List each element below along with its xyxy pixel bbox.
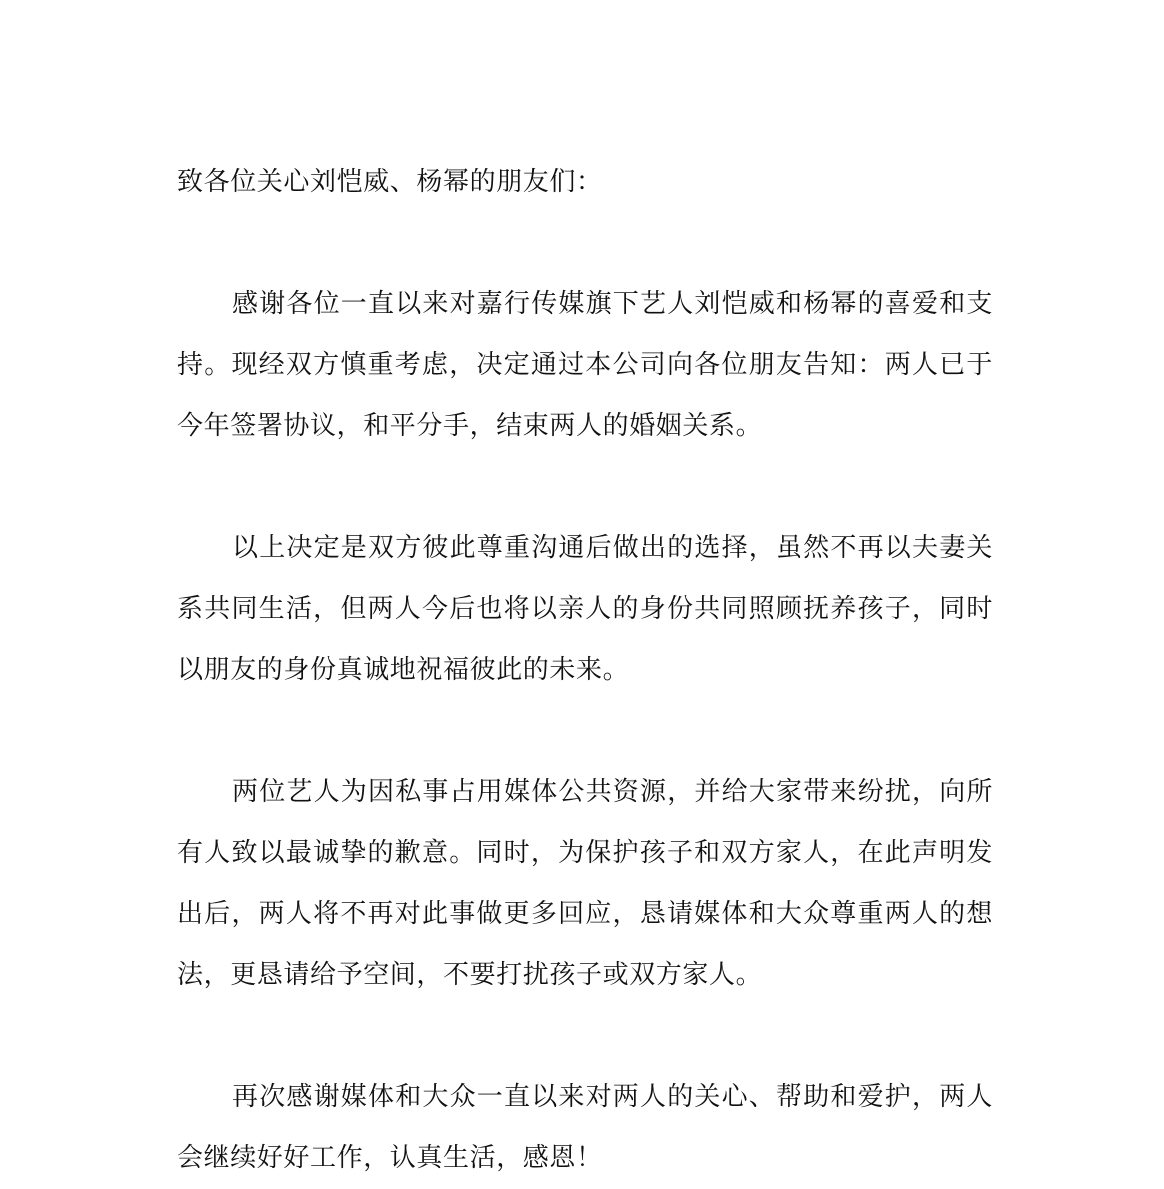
paragraph-thanks-announcement: 感谢各位一直以来对嘉行传媒旗下艺人刘恺威和杨幂的喜爱和支持。现经双方慎重考虑，决定通过本公司向各位朋友告知：两人已于今年签署协议，和平分手，结束两人的婚姻关系。 (177, 289, 993, 441)
salutation: 致各位关心刘恺威、杨幂的朋友们： (177, 167, 603, 197)
paragraph-closing-thanks: 再次感谢媒体和大众一直以来对两人的关心、帮助和爱护，两人会继续好好工作，认真生活，感恩！ (177, 1082, 993, 1173)
document-page (177, 152, 993, 1189)
paragraph-apology-request: 两位艺人为因私事占用媒体公共资源，并给大家带来纷扰，向所有人致以最诚挚的歉意。同时，为保护孩子和双方家人，在此声明发出后，两人将不再对此事做更多回应，恳请媒体和大众尊重两人的想法，更恳请给予空间，不要打扰孩子或双方家人。 (177, 777, 993, 990)
paragraph-mutual-decision: 以上决定是双方彼此尊重沟通后做出的选择，虽然不再以夫妻关系共同生活，但两人今后也将以亲人的身份共同照顾抚养孩子，同时以朋友的身份真诚地祝福彼此的未来。 (177, 533, 993, 685)
